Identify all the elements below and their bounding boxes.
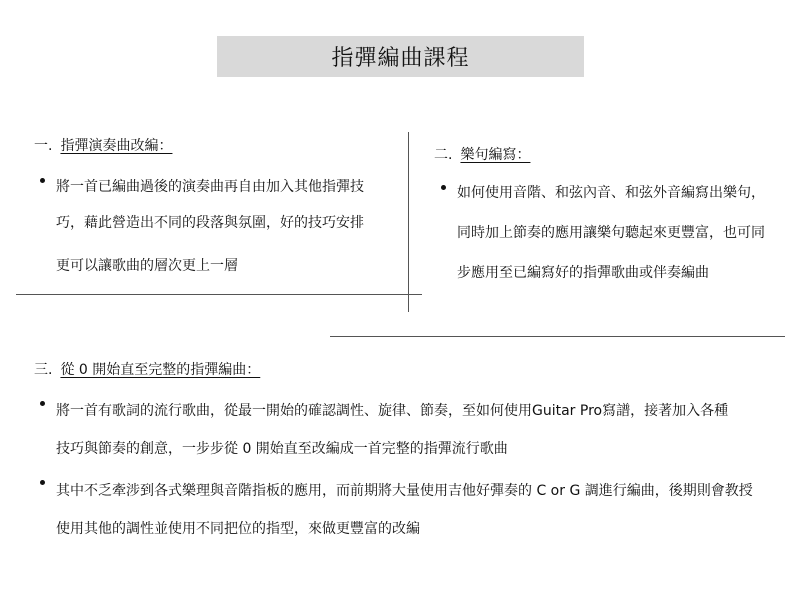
section-3-bullet-1-line-1: 將一首有歌詞的流行歌曲，從最一開始的確認調性、旋律、節奏，至如何使用Guitar Pro寫譜，接著加入各種 (56, 403, 729, 419)
divider-horizontal-left (16, 294, 422, 295)
section-3-title: 從 0 開始直至完整的指彈編曲： (60, 362, 261, 378)
section-1-bullet-1-line-3: 更可以讓歌曲的層次更上一層 (56, 258, 238, 274)
divider-vertical (408, 132, 409, 312)
bullet-dot (40, 401, 45, 406)
section-2-heading (434, 144, 530, 164)
bullet-dot (441, 185, 446, 190)
section-1-heading (34, 135, 172, 155)
section-3-bullet-2-line-2: 使用其他的調性並使用不同把位的指型，來做更豐富的改編 (56, 521, 420, 537)
section-2-bullet-1-line-3: 步應用至已編寫好的指彈歌曲或伴奏編曲 (457, 265, 709, 281)
bullet-dot (40, 480, 45, 485)
section-2-bullet-1-line-1: 如何使用音階、和弦內音、和弦外音編寫出樂句， (457, 185, 765, 201)
section-3-bullet-2-line-1: 其中不乏牽涉到各式樂理與音階指板的應用，而前期將大量使用吉他好彈奏的 C or G 調進行編曲，後期則會教授 (56, 483, 753, 499)
section-2-bullet-1-line-2: 同時加上節奏的應用讓樂句聽起來更豐富，也可同 (457, 225, 765, 241)
section-1-bullet-1-line-1: 將一首已編曲過後的演奏曲再自由加入其他指彈技 (56, 179, 364, 195)
section-2-title: 樂句編寫： (460, 147, 531, 163)
bullet-dot (40, 178, 45, 183)
section-3-heading (34, 359, 260, 379)
section-1-bullet-1-line-2: 巧，藉此營造出不同的段落與氛圍，好的技巧安排 (56, 215, 364, 231)
divider-horizontal-right (330, 336, 785, 337)
section-3-bullet-1-line-2: 技巧與節奏的創意，一步步從 0 開始直至改編成一首完整的指彈流行歌曲 (56, 441, 508, 457)
section-2-number: 二. (434, 147, 453, 163)
section-1-number: 一. (34, 138, 53, 154)
page-title: 指彈編曲課程 (217, 36, 584, 77)
section-1-title: 指彈演奏曲改編： (60, 138, 173, 154)
section-3-number: 三. (34, 362, 53, 378)
